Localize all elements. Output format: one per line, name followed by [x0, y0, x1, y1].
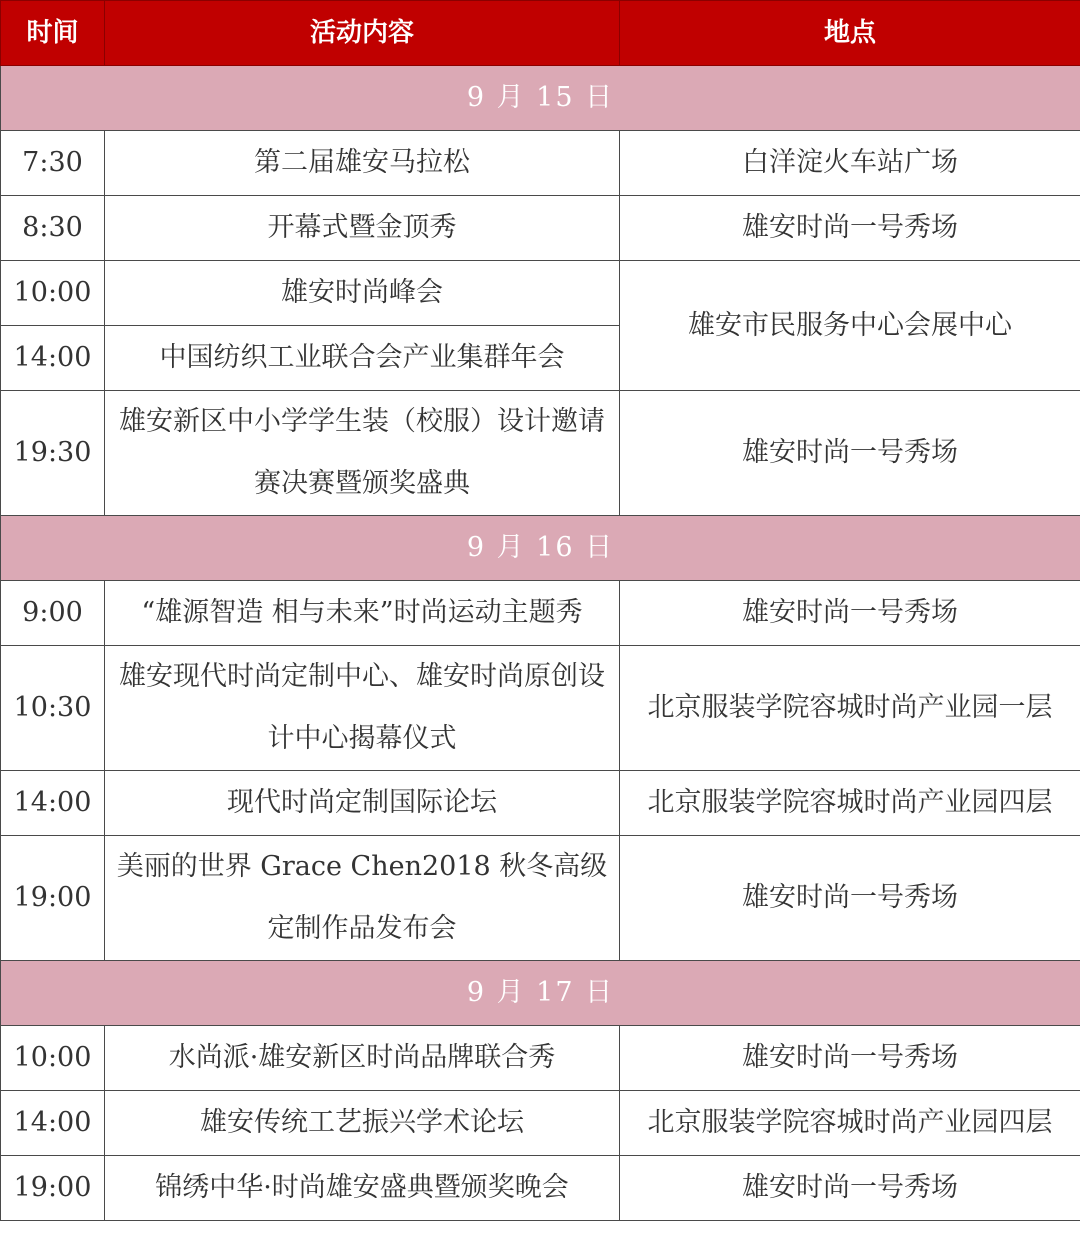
day-header-row [1, 516, 1080, 581]
row-activity: 雄安新区中小学学生装（校服）设计邀请赛决赛暨颁奖盛典 [105, 391, 620, 516]
row-location: 北京服装学院容城时尚产业园一层 [620, 646, 1080, 771]
row-activity: 雄安时尚峰会 [105, 261, 620, 326]
row-time: 14:00 [1, 771, 105, 836]
table-row [1, 771, 1080, 836]
table-row [1, 836, 1080, 961]
row-location: 雄安时尚一号秀场 [620, 391, 1080, 516]
row-time: 10:00 [1, 261, 105, 326]
day-header-row [1, 66, 1080, 131]
table-row [1, 131, 1080, 196]
row-activity: 美丽的世界 Grace Chen2018 秋冬高级定制作品发布会 [105, 836, 620, 961]
row-time: 19:30 [1, 391, 105, 516]
row-activity: 锦绣中华·时尚雄安盛典暨颁奖晚会 [105, 1156, 620, 1221]
table-row [1, 1091, 1080, 1156]
row-location: 雄安时尚一号秀场 [620, 1156, 1080, 1221]
row-time: 9:00 [1, 581, 105, 646]
header-time: 时间 [1, 1, 105, 66]
table-row [1, 646, 1080, 771]
row-time: 14:00 [1, 1091, 105, 1156]
table-row [1, 1026, 1080, 1091]
row-location: 北京服装学院容城时尚产业园四层 [620, 771, 1080, 836]
row-time: 19:00 [1, 1156, 105, 1221]
row-activity: 现代时尚定制国际论坛 [105, 771, 620, 836]
table-row [1, 391, 1080, 516]
day-date: 9 月 17 日 [1, 961, 1080, 1026]
header-location: 地点 [620, 1, 1080, 66]
row-location: 雄安时尚一号秀场 [620, 836, 1080, 961]
day-header-row [1, 961, 1080, 1026]
row-location: 雄安市民服务中心会展中心 [620, 261, 1080, 391]
table-row [1, 196, 1080, 261]
day-date: 9 月 16 日 [1, 516, 1080, 581]
table-row [1, 581, 1080, 646]
row-activity: 雄安传统工艺振兴学术论坛 [105, 1091, 620, 1156]
row-time: 7:30 [1, 131, 105, 196]
row-activity: 水尚派·雄安新区时尚品牌联合秀 [105, 1026, 620, 1091]
day-date: 9 月 15 日 [1, 66, 1080, 131]
row-activity: 中国纺织工业联合会产业集群年会 [105, 326, 620, 391]
row-location: 雄安时尚一号秀场 [620, 581, 1080, 646]
row-activity: 开幕式暨金顶秀 [105, 196, 620, 261]
row-time: 10:00 [1, 1026, 105, 1091]
row-location: 雄安时尚一号秀场 [620, 196, 1080, 261]
row-location: 雄安时尚一号秀场 [620, 1026, 1080, 1091]
row-time: 8:30 [1, 196, 105, 261]
row-time: 14:00 [1, 326, 105, 391]
row-time: 10:30 [1, 646, 105, 771]
table-row [1, 261, 1080, 326]
table-row [1, 1156, 1080, 1221]
row-activity: 第二届雄安马拉松 [105, 131, 620, 196]
header-activity: 活动内容 [105, 1, 620, 66]
row-location: 北京服装学院容城时尚产业园四层 [620, 1091, 1080, 1156]
row-time: 19:00 [1, 836, 105, 961]
row-location: 白洋淀火车站广场 [620, 131, 1080, 196]
row-activity: “雄源智造 相与未来”时尚运动主题秀 [105, 581, 620, 646]
row-activity: 雄安现代时尚定制中心、雄安时尚原创设计中心揭幕仪式 [105, 646, 620, 771]
header-row [1, 1, 1080, 66]
